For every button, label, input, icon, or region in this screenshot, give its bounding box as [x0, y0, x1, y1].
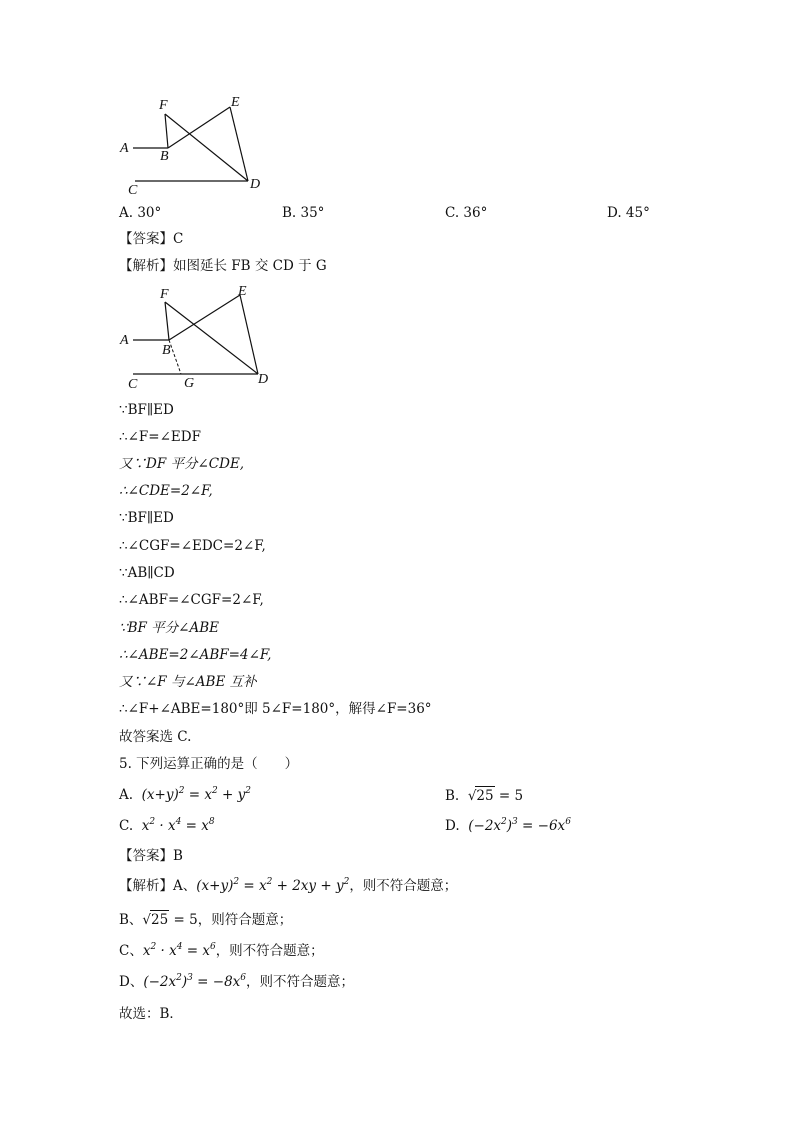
q4-step-9: ∵BF 平分∠ABE [119, 620, 220, 636]
q5-answer: 【答案】B [119, 848, 183, 864]
q5-option-d-prefix: D. [445, 818, 460, 834]
q5-analysis-c-tail: ，则不符合题意； [215, 943, 324, 959]
label-A: A [120, 141, 129, 156]
q4-step-8: ∴∠ABF=∠CGF=2∠F, [119, 592, 264, 608]
q4-analysis-intro: 【解析】如图延长 FB 交 CD 于 G [119, 258, 327, 274]
q5-analysis-a-tail: ，则不符合题意； [349, 878, 458, 894]
label-F: F [160, 287, 169, 302]
label-E: E [231, 95, 240, 110]
q5-stem: 5. 下列运算正确的是（ ） [119, 756, 299, 772]
figure-1 [110, 92, 280, 206]
q5-analysis-c [119, 942, 324, 960]
q5-analysis-prefix: 【解析】A、 [119, 878, 197, 894]
q5-analysis-a [119, 877, 457, 895]
q4-answer: 【答案】C [119, 231, 184, 247]
label-D: D [258, 372, 269, 387]
q5-conclusion: 故选：B． [119, 1006, 183, 1022]
q4-option-b: B. 35° [282, 205, 325, 221]
q4-option-c: C. 36° [445, 205, 488, 221]
q5-analysis-d-formula: $(-2x^2)^3 = -8x^6$ [143, 973, 247, 990]
q5-option-c-prefix: C. [119, 818, 134, 834]
label-B: B [160, 149, 169, 164]
q5-analysis-b-prefix: B、 [119, 912, 143, 928]
figure-2 [110, 280, 290, 396]
q5-analysis-d [119, 973, 354, 991]
q5-analysis-c-formula: $x^2 \cdot x^4 = x^6$ [142, 942, 216, 959]
q4-step-5: ∵BF∥ED [119, 510, 174, 526]
label-F: F [159, 98, 168, 113]
extension-dashed-line [169, 340, 181, 374]
q4-step-2: ∴∠F=∠EDF [119, 429, 201, 445]
label-D: D [250, 177, 261, 192]
label-E: E [238, 284, 247, 299]
q5-analysis-c-prefix: C、 [119, 943, 143, 959]
q4-step-4: ∴∠CDE=2∠F, [119, 483, 213, 499]
q5-option-a-formula: $(x+y)^2 = x^2 + y^2$ [141, 786, 251, 803]
q5-analysis-b-formula: √25 = 5 [142, 912, 198, 928]
q5-analysis-b [119, 910, 292, 929]
q4-step-7: ∵AB∥CD [119, 565, 175, 581]
geometry-figure-1 [110, 92, 280, 202]
q5-option-c [119, 817, 215, 835]
q5-option-a [119, 786, 251, 804]
geometry-figure-2 [110, 280, 290, 392]
label-G: G [184, 376, 195, 391]
q4-step-10: ∴∠ABE=2∠ABF=4∠F, [119, 647, 272, 663]
q4-step-1: ∵BF∥ED [119, 402, 174, 418]
q4-step-6: ∴∠CGF=∠EDC=2∠F, [119, 538, 266, 554]
q4-step-12: ∴∠F+∠ABE=180°即 5∠F=180°，解得∠F=36° [119, 701, 432, 717]
q4-step-13: 故答案选 C. [119, 729, 192, 745]
label-B: B [162, 343, 171, 358]
q5-option-a-prefix: A. [119, 787, 134, 803]
q4-option-d: D. 45° [607, 205, 650, 221]
q4-option-a: A. 30° [119, 205, 162, 221]
label-A: A [120, 333, 129, 348]
q5-analysis-a-formula: $(x+y)^2 = x^2 + 2xy + y^2$ [196, 877, 350, 894]
q5-option-b [445, 786, 523, 805]
q5-option-d [445, 817, 571, 835]
q5-option-c-formula: $x^2 \cdot x^4 = x^8$ [141, 817, 215, 834]
label-C: C [128, 377, 138, 392]
q4-step-11: 又∵∠F 与∠ABE 互补 [119, 674, 257, 690]
q5-option-b-formula: √25 = 5 [467, 788, 524, 804]
q5-analysis-d-prefix: D、 [119, 974, 144, 990]
q5-option-d-formula: $(-2x^2)^3 = -6x^6$ [468, 817, 571, 834]
q5-analysis-b-tail: ，则符合题意； [197, 912, 293, 928]
label-C: C [128, 183, 138, 198]
q5-analysis-d-tail: ，则不符合题意； [246, 974, 355, 990]
q4-step-3: 又∵DF 平分∠CDE, [119, 456, 245, 472]
q5-option-b-prefix: B. [445, 788, 460, 804]
